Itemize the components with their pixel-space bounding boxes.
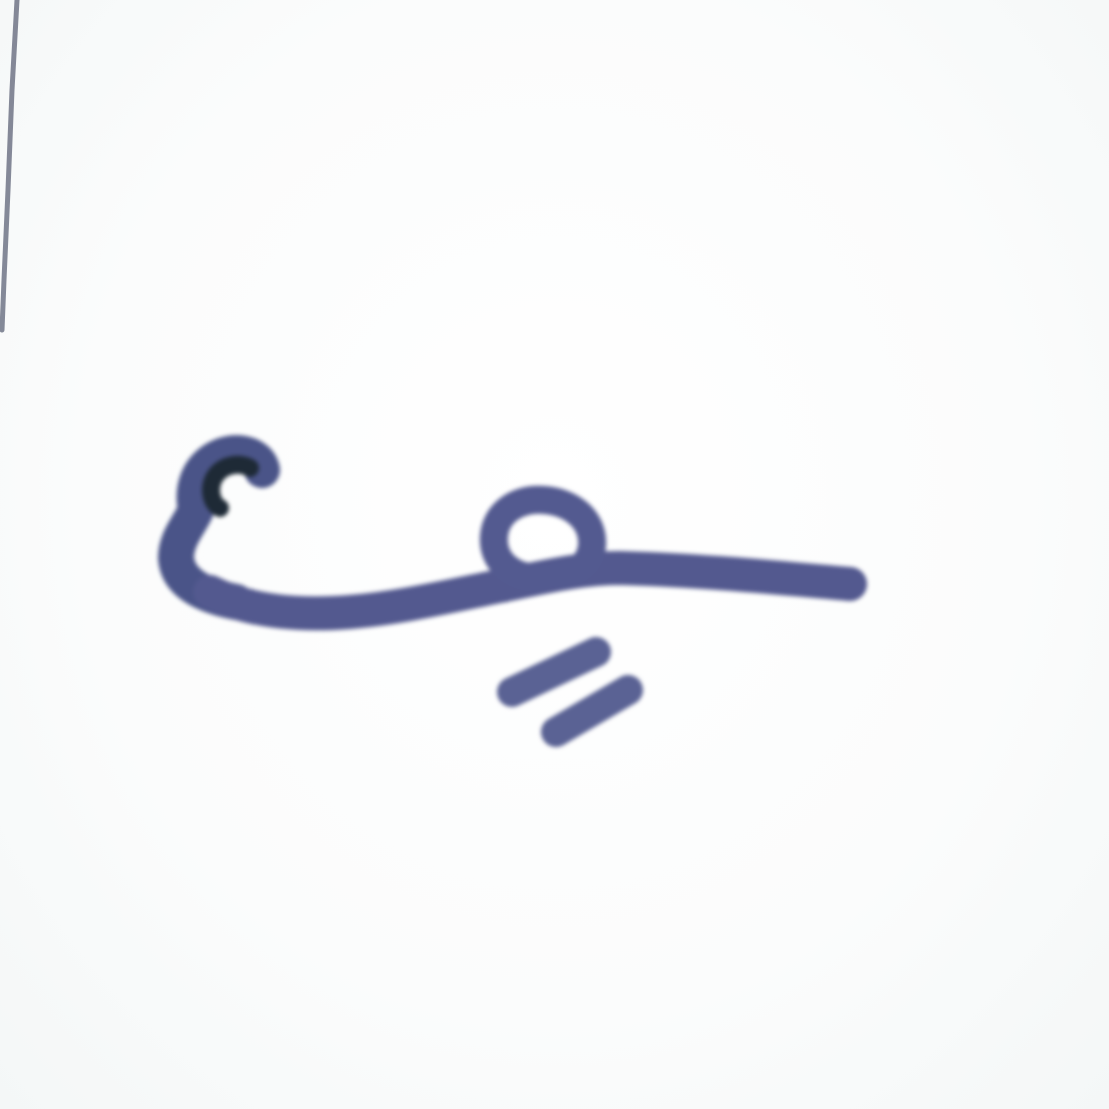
glyph-hook-dark-tip bbox=[211, 465, 250, 508]
glyph-mark-upper bbox=[512, 652, 596, 692]
glyph-loop-stroke bbox=[494, 500, 592, 578]
glyph-mark-lower bbox=[556, 690, 628, 732]
